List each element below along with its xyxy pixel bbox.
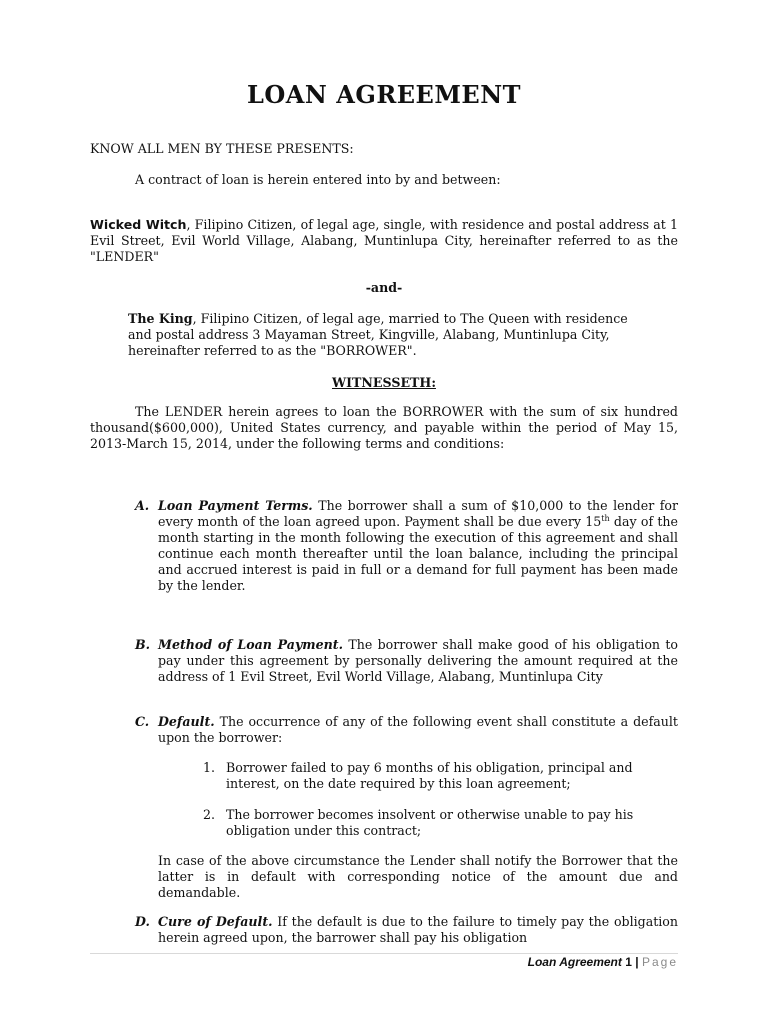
footer-page-number: 1 <box>625 955 632 969</box>
section-a-heading: Loan Payment Terms. <box>158 498 313 513</box>
section-a-paragraph: Loan Payment Terms. The borrower shall a sum of $10,000 to the lender for every month of the loan agreed upon. Payment shall be due every 15th day of the month starting in the month following the execution of this agreement and shall continue each month thereafter until the loan balance, including the principal and accrued interest is paid in full or a demand for full payment has been made by the lender. <box>158 498 678 593</box>
borrower-paragraph <box>128 311 648 359</box>
witnesseth-heading: WITNESSETH: <box>332 375 436 390</box>
list-item: Borrower failed to pay 6 months of his obligation, principal and interest, on the date required by this loan agreement; <box>226 760 633 791</box>
page-footer <box>528 955 678 969</box>
footer-label: Loan Agreement <box>527 955 622 969</box>
section-d-letter: D. <box>135 914 150 929</box>
lender-text: , Filipino Citizen, of legal age, single, with residence and postal address at 1 Evil Street, Evil World Village, Alabang, Muntinlupa City, hereinafter referred to as the "LENDER" <box>90 217 679 264</box>
lender-paragraph <box>90 217 678 265</box>
section-c-heading: Default. <box>158 714 215 729</box>
borrower-name: The King <box>128 311 193 326</box>
section-c-paragraph: Default. The occurrence of any of the following event shall constitute a default upon the borrower: <box>158 714 678 745</box>
footer-page-word: Page <box>641 955 678 969</box>
section-c-letter: C. <box>135 714 150 729</box>
default-closing-paragraph: In case of the above circumstance the Lender shall notify the Borrower that the latter is in default with corresponding notice of the amount due and demandable. <box>158 853 678 900</box>
section-d-paragraph: Cure of Default. If the default is due to the failure to timely pay the obligation herein agreed upon, the barrower shall pay his obligation <box>158 914 678 945</box>
list-item-number: 1. <box>203 760 216 775</box>
footer-separator: | <box>635 955 639 969</box>
section-d-heading: Cure of Default. <box>158 914 273 929</box>
list-item-number: 2. <box>203 807 216 822</box>
main-paragraph: The LENDER herein agrees to loan the BORROWER with the sum of six hundred thousand($600,000), United States currency, and payable within the period of May 15, 2013-March 15, 2014, under the following terms and conditions: <box>90 404 678 451</box>
list-item: The borrower becomes insolvent or otherwise unable to pay his obligation under this contract; <box>226 807 634 838</box>
know-all-line: KNOW ALL MEN BY THESE PRESENTS: <box>90 141 354 156</box>
section-b-paragraph: Method of Loan Payment. The borrower shall make good of his obligation to pay under this agreement by personally delivering the amount required at the address of 1 Evil Street, Evil World Village, Alabang, Muntinlupa City <box>158 637 678 684</box>
section-a-letter: A. <box>135 498 150 513</box>
section-b-letter: B. <box>135 637 151 652</box>
and-separator: -and- <box>365 280 403 295</box>
intro-line: A contract of loan is herein entered into by and between: <box>135 172 501 187</box>
footer-divider <box>90 953 678 954</box>
borrower-text: , Filipino Citizen, of legal age, married to The Queen with residence and postal address 3 Mayaman Street, Kingville, Alabang, Muntinlupa City, hereinafter referred to as the "BORROWER". <box>128 311 628 358</box>
section-b-heading: Method of Loan Payment. <box>158 637 343 652</box>
document-title: LOAN AGREEMENT <box>247 80 521 109</box>
lender-name: Wicked Witch <box>90 217 187 232</box>
